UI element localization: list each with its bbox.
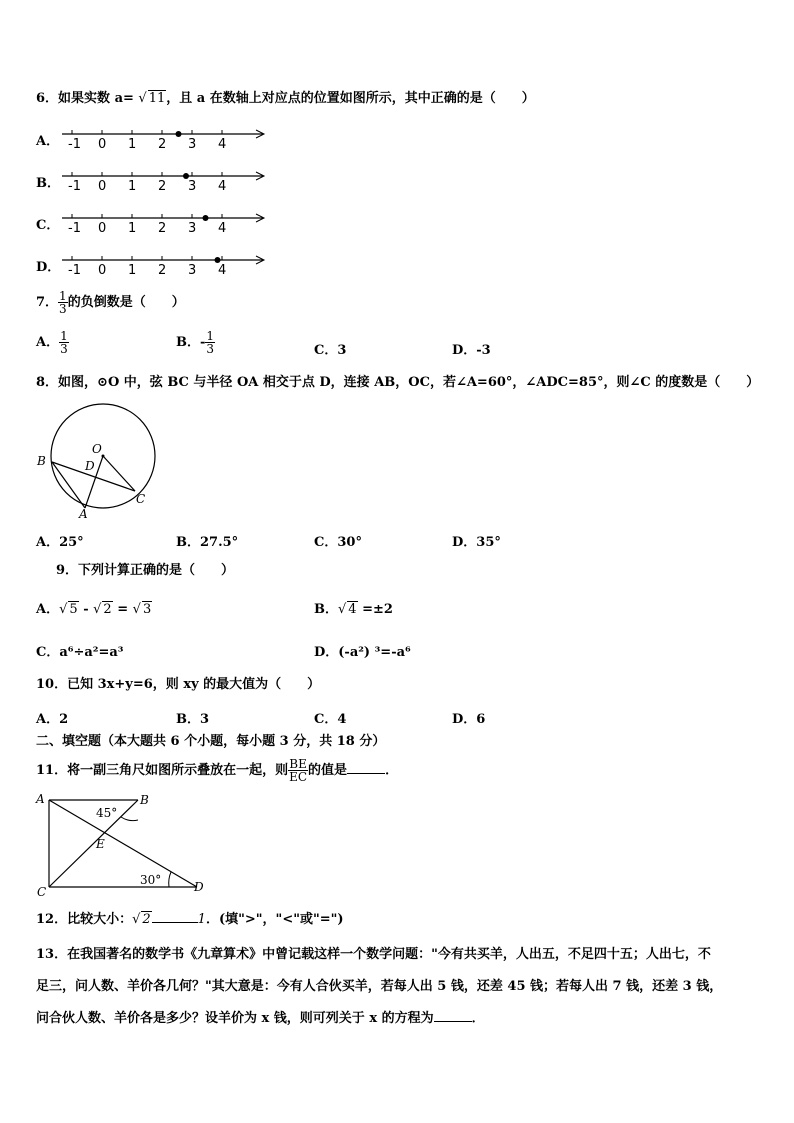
label-c: C bbox=[136, 492, 146, 506]
number-line bbox=[60, 168, 270, 194]
tick-label: 3 bbox=[188, 179, 197, 194]
q8-option-a[interactable]: A．25° bbox=[36, 535, 84, 550]
tick-label: 4 bbox=[218, 137, 227, 152]
tick-label: 0 bbox=[98, 179, 107, 194]
label-c: C bbox=[37, 885, 47, 898]
tick-label: 2 bbox=[158, 137, 167, 152]
q8-option-b[interactable]: B．27.5° bbox=[176, 535, 239, 550]
q11-triangle-diagram bbox=[34, 790, 214, 898]
section-heading-fill-in: 二、填空题（本大题共 6 个小题，每小题 3 分，共 18 分） bbox=[36, 734, 386, 749]
q8-option-c[interactable]: C．30° bbox=[314, 535, 362, 550]
tick-label: 2 bbox=[158, 179, 167, 194]
tick-label: 0 bbox=[98, 137, 107, 152]
label-e: E bbox=[96, 837, 105, 851]
q12-stem: 12．比较大小：√ 2 1．(填">"，"<"或"=") bbox=[36, 912, 344, 927]
point-a-marker bbox=[215, 257, 221, 263]
tick-label: 2 bbox=[158, 221, 167, 236]
q12-answer-blank[interactable] bbox=[152, 922, 198, 923]
tick-label: 1 bbox=[128, 179, 137, 194]
tick-label: 0 bbox=[98, 221, 107, 236]
point-a-marker bbox=[176, 131, 182, 137]
tick-label: 4 bbox=[218, 221, 227, 236]
tick-label: 2 bbox=[158, 263, 167, 278]
tick-label: -1 bbox=[68, 221, 81, 236]
q13-line-3: 问合伙人数、羊价各是多少？设羊价为 x 钱，则可列关于 x 的方程为 ． bbox=[36, 1011, 485, 1026]
q10-option-b[interactable]: B．3 bbox=[176, 712, 210, 727]
q8-circle-diagram bbox=[30, 402, 165, 522]
tick-label: 3 bbox=[188, 263, 197, 278]
q7-stem: 7． $\frac{1}{3}$ 的负倒数是（ ） bbox=[36, 289, 185, 316]
q11-answer-blank[interactable] bbox=[347, 773, 385, 774]
q8-option-d[interactable]: D．35° bbox=[452, 535, 501, 550]
tick-label: -1 bbox=[68, 137, 81, 152]
q7-option-c[interactable]: C．3 bbox=[314, 343, 347, 358]
q9-stem: 9．下列计算正确的是（ ） bbox=[56, 563, 235, 578]
number-line bbox=[60, 210, 270, 236]
tick-label: -1 bbox=[68, 263, 81, 278]
chord-ab bbox=[52, 462, 85, 508]
tick-label: 1 bbox=[128, 221, 137, 236]
q7-option-a[interactable]: A． $\frac{1}{3}$ bbox=[36, 329, 68, 356]
tick-label: 0 bbox=[98, 263, 107, 278]
point-a-marker bbox=[203, 215, 209, 221]
q13-answer-blank[interactable] bbox=[434, 1021, 472, 1022]
number-line bbox=[60, 252, 270, 278]
center-point bbox=[102, 455, 105, 458]
tick-label: 1 bbox=[128, 137, 137, 152]
q9-option-d[interactable]: D．(-a²) ³=-a⁶ bbox=[314, 645, 411, 660]
option-label: C． bbox=[36, 218, 60, 233]
option-label: D． bbox=[36, 260, 61, 275]
q7-option-b[interactable]: B．- $\frac{1}{3}$ bbox=[176, 329, 215, 356]
tick-label: 3 bbox=[188, 221, 197, 236]
label-d: D bbox=[85, 459, 95, 473]
q10-stem: 10．已知 3x+y=6，则 xy 的最大值为（ ） bbox=[36, 677, 321, 692]
q6-stem: 6．如果实数 a= √ 11，且 a 在数轴上对应点的位置如图所示，其中正确的是（ ） bbox=[36, 91, 535, 106]
label-o: O bbox=[92, 442, 102, 456]
label-b: B bbox=[37, 454, 46, 468]
option-label: A． bbox=[36, 134, 60, 149]
q10-option-c[interactable]: C．4 bbox=[314, 712, 347, 727]
q13-line-1: 13．在我国著名的数学书《九章算术》中曾记载这样一个数学问题："今有共买羊，人出五，不足四十五；人出七，不 bbox=[36, 947, 711, 962]
label-a: A bbox=[79, 507, 88, 521]
angle-45-label: 45° bbox=[96, 806, 118, 820]
q13-line-2: 足三，问人数、羊价各几何？"其大意是：今有人合伙买羊，若每人出 5 钱，还差 45 钱；若每人出 7 钱，还差 3 钱， bbox=[36, 979, 723, 994]
tick-label: -1 bbox=[68, 179, 81, 194]
q9-option-a[interactable]: A．√ 5 - √ 2 = √ 3 bbox=[36, 602, 152, 617]
label-b: B bbox=[140, 793, 149, 807]
tick-label: 3 bbox=[188, 137, 197, 152]
q9-option-b[interactable]: B．√ 4 =±2 bbox=[314, 602, 393, 617]
label-d: D bbox=[194, 880, 204, 894]
number-line bbox=[60, 126, 270, 152]
angle-30-label: 30° bbox=[140, 873, 162, 887]
q9-option-c[interactable]: C．a⁶÷a²=a³ bbox=[36, 645, 124, 660]
tick-label: 4 bbox=[218, 179, 227, 194]
q10-option-a[interactable]: A．2 bbox=[36, 712, 69, 727]
tick-label: 1 bbox=[128, 263, 137, 278]
point-a-marker bbox=[183, 173, 189, 179]
label-a: A bbox=[36, 792, 45, 806]
tick-label: 4 bbox=[218, 263, 227, 278]
option-label: B． bbox=[36, 176, 60, 191]
q10-option-d[interactable]: D．6 bbox=[452, 712, 486, 727]
q11-stem: 11．将一副三角尺如图所示叠放在一起，则 $\frac{BE}{EC}$ 的值是 ． bbox=[36, 757, 399, 784]
q8-stem: 8．如图，⊙O 中，弦 BC 与半径 OA 相交于点 D，连接 AB，OC，若∠A=60°，∠ADC=85°，则∠C 的度数是（ ） bbox=[36, 375, 760, 390]
q7-option-d[interactable]: D．-3 bbox=[452, 343, 491, 358]
